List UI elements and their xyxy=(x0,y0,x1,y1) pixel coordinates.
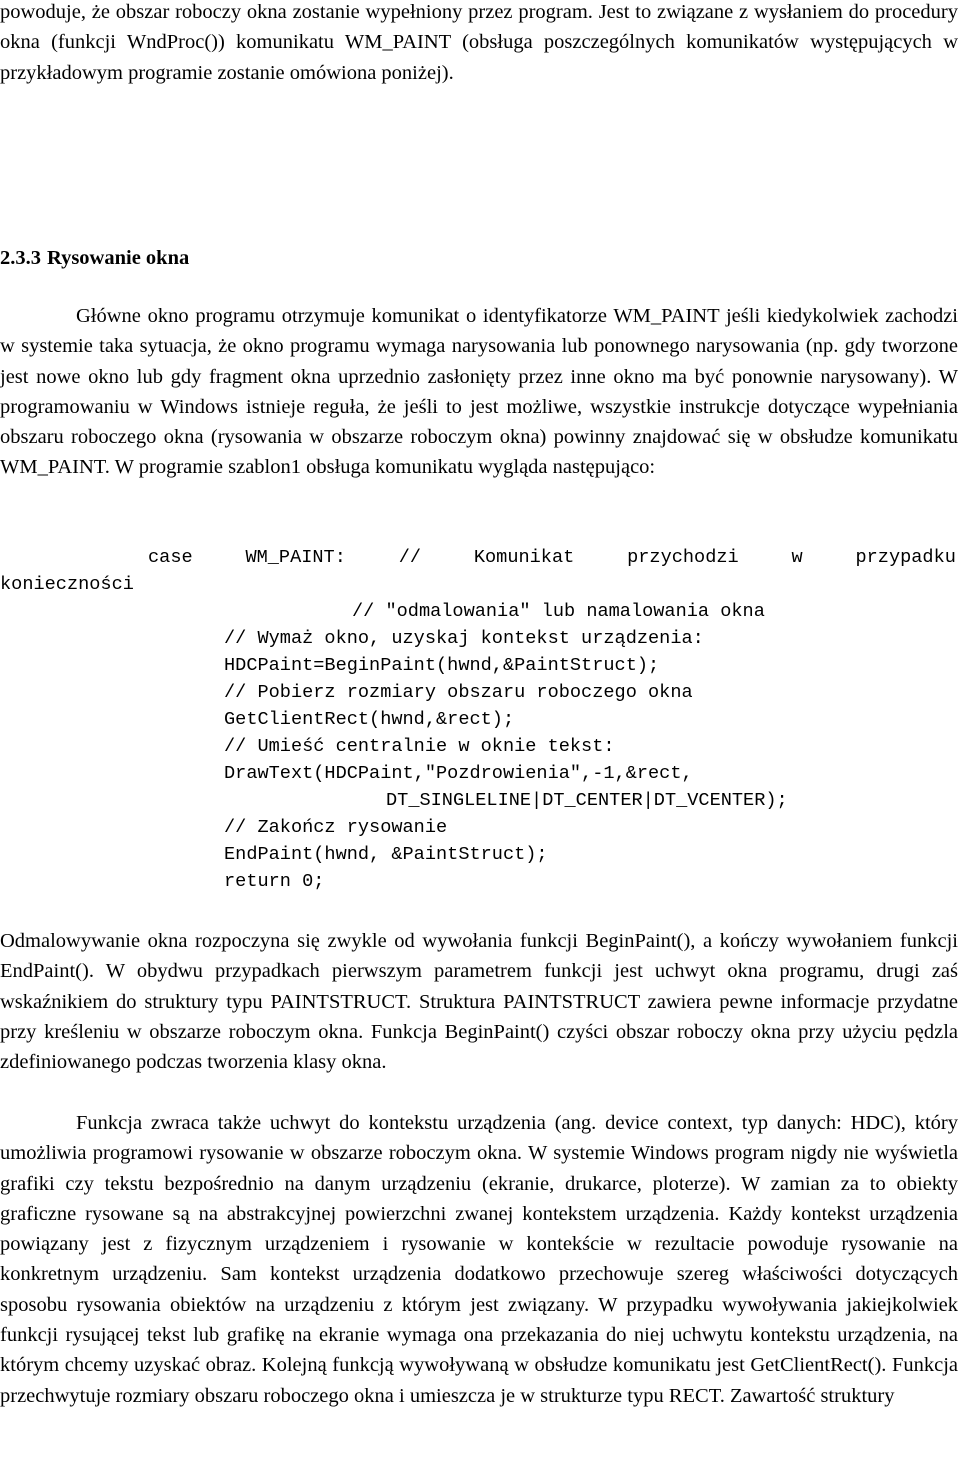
section-title: Rysowanie okna xyxy=(47,247,190,269)
code-line: // "odmalowania" lub namalowania okna xyxy=(352,601,765,622)
code-block xyxy=(0,598,788,895)
code-word: // xyxy=(398,547,422,568)
code-line: EndPaint(hwnd, &PaintStruct); xyxy=(224,844,548,865)
section-number: 2.3.3 xyxy=(0,247,41,269)
code-word: przypadku xyxy=(855,547,956,568)
code-line: return 0; xyxy=(224,871,325,892)
body-paragraph-1 xyxy=(0,301,958,483)
body-paragraph-3 xyxy=(0,1108,958,1411)
body-paragraph-2: Odmalowywanie okna rozpoczyna się zwykle od wywołania funkcji BeginPaint(), a kończy wywołaniem funkcji EndPaint(). W obydwu przypadkach pierwszym parametrem funkcji jest uchwyt okna programu, drugi zaś wskaźnikiem do struktury typu PAINTSTRUCT. Struktura PAINTSTRUCT zawiera pewne informacje przydatne przy kreśleniu w obszarze roboczym okna. Funkcja BeginPaint() czyści obszar roboczy okna przy użyciu pędzla zdefiniowanego podczas tworzenia klasy okna. xyxy=(0,930,958,1074)
code-line: DT_SINGLELINE|DT_CENTER|DT_VCENTER); xyxy=(386,790,788,811)
code-word: w xyxy=(791,547,803,568)
code-line: // Umieść centralnie w oknie tekst: xyxy=(224,736,615,757)
code-line: // Wymaż okno, uzyskaj kontekst urządzenia: xyxy=(224,628,704,649)
section-heading xyxy=(0,243,189,273)
body-paragraph-3-text: Funkcja zwraca także uchwyt do kontekstu urządzenia (ang. device context, typ danych: HDC), który umożliwia programowi rysowanie w obszarze roboczym okna. W systemie Windows program nigdy nie wyświetla grafiki czy tekstu bezpośrednio na danym urządzeniu (ekranie, drukarce, ploterze). W zamian za to obiekty graficzne rysowane są na abstrakcyjnej powierzchni zwanej kontekstem urządzenia. Każdy kontekst urządzenia powiązany jest z fizycznym urządzeniem i rysowanie w kontekście w rezultacie powoduje rysowanie na konkretnym urządzeniu. Sam kontekst urządzenia dodatkowo przechowuje szereg właściwości dotyczących sposobu rysowania obiektów na urządzeniu z którym jest związany. W przypadku wywoływania jakiejkolwiek funkcji rysującej tekst lub grafikę na ekranie wymaga ona przekazania do niej uchwytu kontekstu urządzenia, na którym chcemy uzyskać obraz. Kolejną funkcją wywoływaną w obsłudze komunikatu jest GetClientRect(). Funkcja przechwytuje rozmiary obszaru roboczego okna i umieszcza je w strukturze typu RECT. Zawartość struktury xyxy=(0,1112,958,1407)
code-word: przychodzi xyxy=(627,547,739,568)
code-line: // Pobierz rozmiary obszaru roboczego okna xyxy=(224,682,693,703)
code-word: case xyxy=(148,547,193,568)
code-line: GetClientRect(hwnd,&rect); xyxy=(224,709,515,730)
code-word: WM_PAINT: xyxy=(245,547,346,568)
code-word: Komunikat xyxy=(473,547,575,568)
intro-paragraph: powoduje, że obszar roboczy okna zostanie wypełniony przez program. Jest to związane z wysłaniem do procedury okna (funkcji WndProc()) komunikatu WM_PAINT (obsługa poszczególnych komunikatów występujących w przykładowym programie zostanie omówiona poniżej). xyxy=(0,1,958,84)
code-wrapped-word: konieczności xyxy=(0,574,134,595)
code-line: HDCPaint=BeginPaint(hwnd,&PaintStruct); xyxy=(224,655,660,676)
body-paragraph-1-text: Główne okno programu otrzymuje komunikat o identyfikatorze WM_PAINT jeśli kiedykolwiek zachodzi w systemie taka sytuacja, że okno programu wymaga narysowania lub ponownego narysowania (np. gdy tworzone jest nowe okno lub gdy fragment okna uprzednio zasłonięty przez inne okno ma być ponownie narysowany). W programowaniu w Windows istnieje reguła, że jeśli to jest możliwe, wszystkie instrukcje dotyczące wypełniania obszaru roboczego okna (rysowania w obszarze roboczym okna) powinny znajdować się w obsłudze komunikatu WM_PAINT. W programie szablon1 obsługa komunikatu wygląda następująco: xyxy=(0,305,958,479)
code-first-line xyxy=(148,544,956,571)
code-line: // Zakończ rysowanie xyxy=(224,817,448,838)
code-line: DrawText(HDCPaint,"Pozdrowienia",-1,&rect, xyxy=(224,763,693,784)
